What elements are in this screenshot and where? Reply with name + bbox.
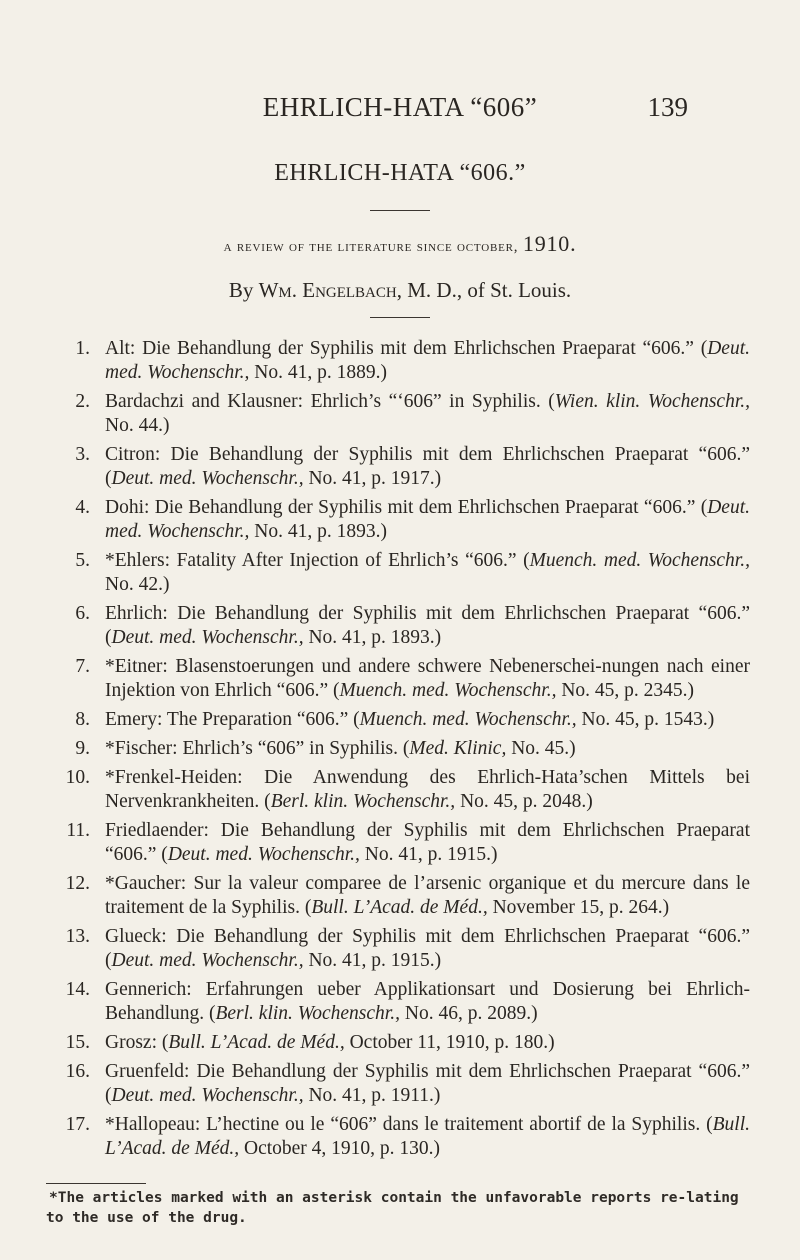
reference-journal: Muench. med. Wochenschr., [359,709,577,730]
reference-text: Alt: Die Behandlung der Syphilis mit dem Ehrlichschen Praeparat “606.” ( [105,338,708,359]
reference-details: No. 41, p. 1889.) [249,362,387,383]
running-head-title: EHRLICH-HATA “606” [262,92,538,122]
reference-number: 4. [75,497,90,518]
reference-details: No. 41, p. 1911.) [303,1085,441,1106]
reference-item [50,443,750,491]
reference-details: No. 44.) [105,415,170,436]
reference-item [50,819,750,867]
running-head [0,92,800,132]
reference-details: No. 45, p. 2048.) [455,791,593,812]
reference-journal: Berl. klin. Wochenschr., [215,1003,400,1024]
reference-number: 8. [75,709,90,730]
reference-text: *Frenkel-Heiden: Die Anwendung des Ehrlich-Hata’schen Mittels bei Nervenkrankheiten. ( [105,767,750,812]
subtitle-year: 1910. [522,231,577,256]
reference-text: *Gaucher: Sur la valeur comparee de l’arsenic organique et du mercure dans le traitement de la Syphilis. ( [105,873,750,918]
reference-number: 6. [75,603,90,624]
reference-item [50,602,750,650]
reference-details: No. 45.) [506,738,576,759]
reference-text: Citron: Die Behandlung der Syphilis mit dem Ehrlichschen Praeparat “606.” ( [105,444,750,489]
reference-details: No. 41, p. 1915.) [359,844,498,865]
reference-details: No. 41, p. 1915.) [303,950,442,971]
reference-item [50,1060,750,1108]
article-subtitle [0,231,800,257]
reference-item [50,390,750,438]
byline-divider [370,317,430,318]
reference-item [50,549,750,597]
reference-item [50,766,750,814]
footnote-divider [46,1183,146,1184]
reference-text: Dohi: Die Behandlung der Syphilis mit dem Ehrlichschen Praeparat “606.” ( [105,497,708,518]
reference-details: October 11, 1910, p. 180.) [344,1032,555,1053]
reference-text: *Fischer: Ehrlich’s “606” in Syphilis. ( [105,738,410,759]
reference-journal: Med. Klinic, [409,738,507,759]
reference-details: No. 45, p. 1543.) [576,709,715,730]
reference-number: 2. [75,391,90,412]
reference-number: 7. [75,656,90,677]
reference-details: November 15, p. 264.) [487,897,670,918]
reference-item [50,496,750,544]
reference-text: *Ehlers: Fatality After Injection of Ehrlich’s “606.” ( [105,550,530,571]
reference-journal: Deut. med. Wochenschr., [111,627,304,648]
reference-item [50,737,750,761]
reference-journal: Deut. med. Wochenschr., [105,338,750,383]
reference-number: 17. [65,1114,90,1135]
reference-details: October 4, 1910, p. 130.) [239,1138,441,1159]
reference-text: Gennerich: Erfahrungen ueber Applikationsart und Dosierung bei Ehrlich-Behandlung. ( [105,979,750,1024]
reference-text: Emery: The Preparation “606.” ( [105,709,360,730]
author-byline [0,278,800,303]
reference-journal: Bull. L’Acad. de Méd., [105,1114,750,1159]
reference-journal: Muench. med. Wochenschr., [529,550,750,571]
reference-journal: Muench. med. Wochenschr., [339,680,557,701]
reference-details: No. 41, p. 1893.) [249,521,387,542]
reference-item [50,655,750,703]
reference-number: 5. [75,550,90,571]
reference-number: 11. [66,820,90,841]
author-name: Wm. Engelbach [258,278,397,302]
reference-details: No. 42.) [105,574,170,595]
reference-number: 10. [65,767,90,788]
reference-list [50,337,750,1166]
reference-journal: Bull. L’Acad. de Méd., [168,1032,345,1053]
reference-text: Friedlaender: Die Behandlung der Syphilis mit dem Ehrlichschen Praeparat “606.” ( [105,820,750,865]
reference-item [50,1031,750,1055]
article-title: EHRLICH-HATA “606.” [274,160,526,186]
reference-journal: Deut. med. Wochenschr., [167,844,360,865]
reference-number: 13. [65,926,90,947]
footnote: *The articles marked with an asterisk contain the unfavorable reports re-lating to the use of the drug. [46,1190,739,1226]
title-divider [370,210,430,211]
reference-journal: Deut. med. Wochenschr., [105,497,750,542]
reference-journal: Deut. med. Wochenschr., [111,468,304,489]
reference-text: Gruenfeld: Die Behandlung der Syphilis mit dem Ehrlichschen Praeparat “606.” ( [105,1061,750,1106]
reference-number: 12. [65,873,90,894]
page-number: 139 [647,92,688,122]
reference-item [50,337,750,385]
reference-text: Bardachzi and Klausner: Ehrlich’s “‘606” in Syphilis. ( [105,391,555,412]
reference-journal: Wien. klin. Wochenschr., [554,391,751,412]
reference-journal: Deut. med. Wochenschr., [111,950,304,971]
subtitle-text: a review of the literature since october, [223,239,523,255]
reference-item [50,978,750,1026]
byline-prefix: By [228,278,259,302]
reference-details: No. 46, p. 2089.) [399,1003,538,1024]
reference-text: *Eitner: Blasenstoerungen und andere schwere Nebenerschei-nungen nach einer Injektion von Ehrlich “606.” ( [105,656,750,701]
reference-details: No. 45, p. 2345.) [556,680,695,701]
reference-number: 9. [75,738,90,759]
reference-journal: Bull. L’Acad. de Méd., [311,897,488,918]
reference-number: 14. [65,979,90,1000]
reference-journal: Deut. med. Wochenschr., [111,1085,304,1106]
reference-text: Glueck: Die Behandlung der Syphilis mit dem Ehrlichschen Praeparat “606.” ( [105,926,750,971]
reference-number: 16. [65,1061,90,1082]
reference-details: No. 41, p. 1917.) [303,468,442,489]
reference-item [50,1113,750,1161]
reference-number: 1. [75,338,90,359]
reference-text: Grosz: ( [105,1032,169,1053]
reference-item [50,872,750,920]
byline-suffix: , M. D., of St. Louis. [396,278,572,302]
reference-text: *Hallopeau: L’hectine ou le “606” dans le traitement abortif de la Syphilis. ( [105,1114,713,1135]
reference-details: No. 41, p. 1893.) [303,627,442,648]
reference-journal: Berl. klin. Wochenschr., [270,791,456,812]
reference-number: 15. [65,1032,90,1053]
reference-item [50,708,750,732]
reference-text: Ehrlich: Die Behandlung der Syphilis mit dem Ehrlichschen Praeparat “606.” ( [105,603,750,648]
reference-number: 3. [75,444,90,465]
reference-item [50,925,750,973]
